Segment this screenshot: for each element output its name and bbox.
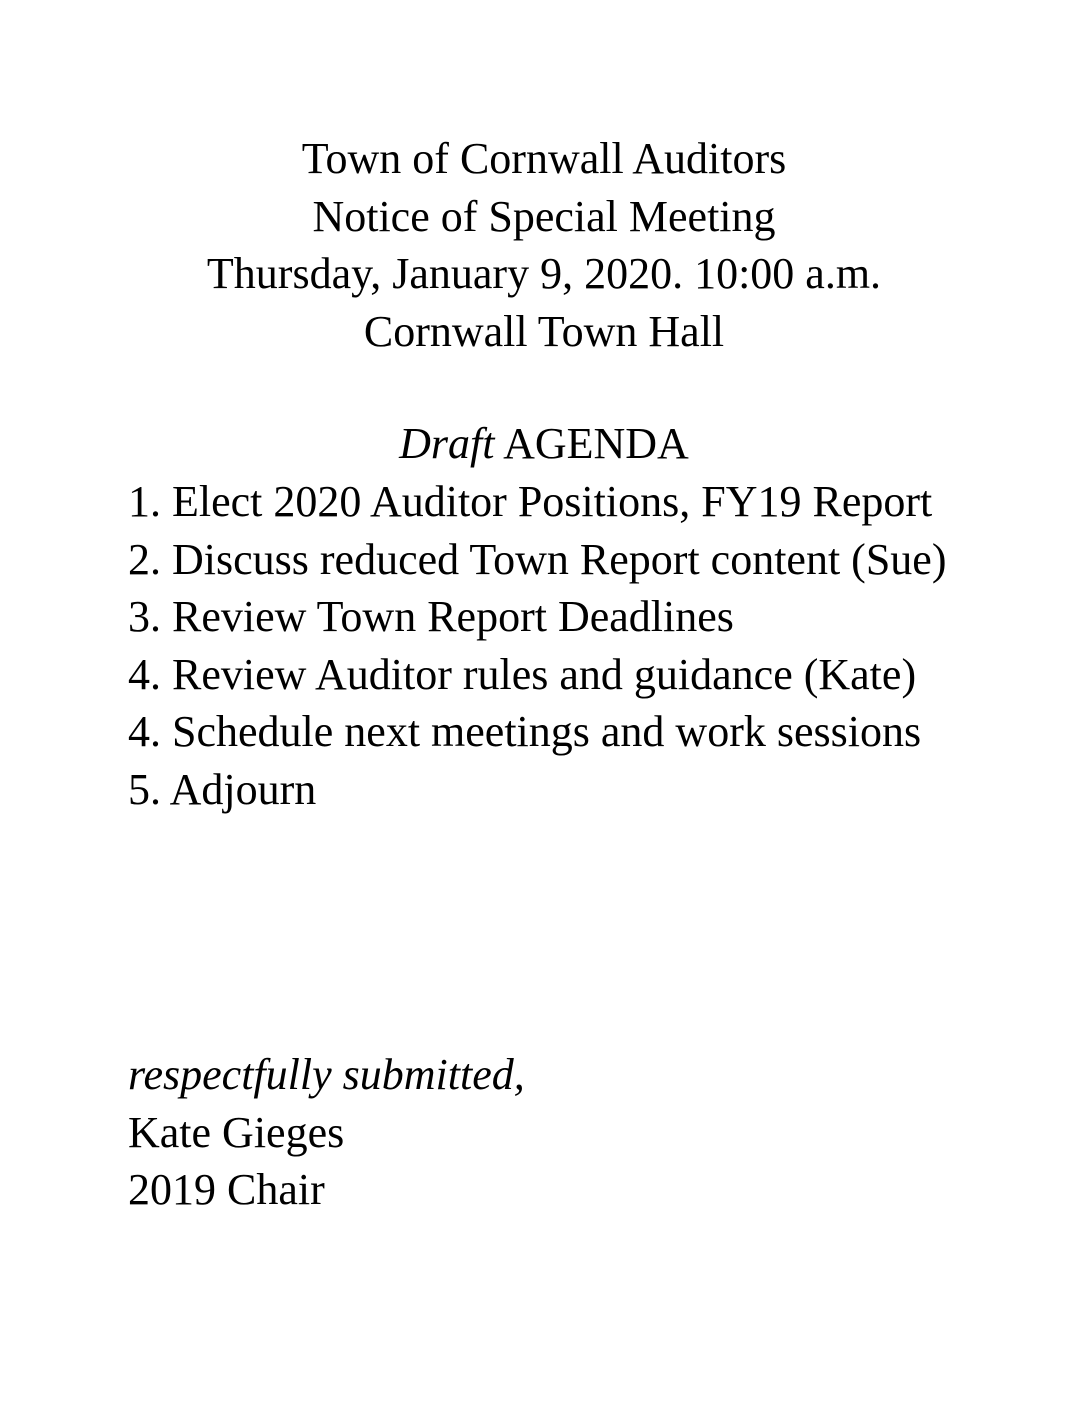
agenda-heading bbox=[0, 415, 1088, 473]
notice-title: Notice of Special Meeting bbox=[312, 191, 776, 241]
agenda-item: 3. Review Town Report Deadlines bbox=[128, 592, 734, 641]
draft-label: Draft bbox=[399, 419, 495, 468]
signer-name: Kate Gieges bbox=[128, 1107, 345, 1157]
closing-phrase: respectfully submitted, bbox=[128, 1050, 525, 1099]
meeting-location: Cornwall Town Hall bbox=[363, 306, 725, 356]
meeting-datetime: Thursday, January 9, 2020. 10:00 a.m. bbox=[206, 249, 882, 298]
agenda-list bbox=[128, 473, 1008, 818]
notice-header bbox=[0, 130, 1088, 360]
agenda-title: AGENDA bbox=[503, 419, 689, 468]
agenda-item: 2. Discuss reduced Town Report content (Sue) bbox=[128, 534, 947, 584]
signature-block bbox=[128, 1046, 1008, 1219]
agenda-item: 4. Review Auditor rules and guidance (Kate) bbox=[128, 649, 917, 699]
agenda-item: 1. Elect 2020 Auditor Positions, FY19 Report bbox=[128, 477, 933, 526]
agenda-item: 5. Adjourn bbox=[128, 764, 317, 814]
organization-name: Town of Cornwall Auditors bbox=[301, 134, 787, 183]
agenda-item: 4. Schedule next meetings and work sessions bbox=[128, 707, 922, 756]
signer-title: 2019 Chair bbox=[128, 1165, 325, 1214]
